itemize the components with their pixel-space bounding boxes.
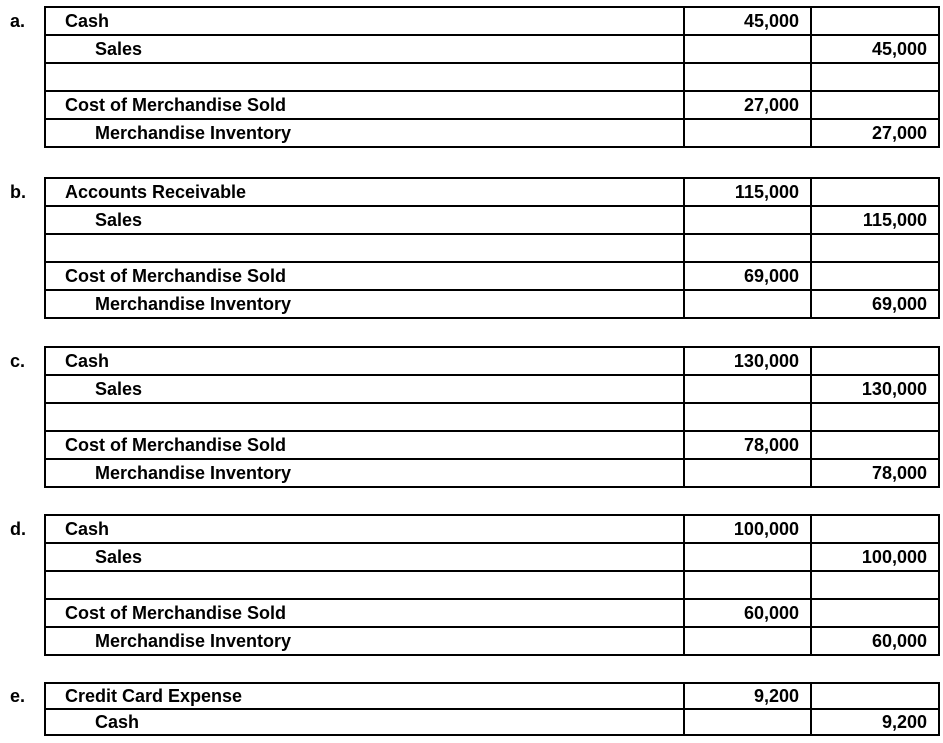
account-cell: Merchandise Inventory <box>45 627 684 655</box>
debit-cell <box>684 375 811 403</box>
account-cell: Cost of Merchandise Sold <box>45 91 684 119</box>
entry-label: a. <box>10 11 26 31</box>
account-cell: Accounts Receivable <box>45 178 684 206</box>
table-row <box>45 234 939 262</box>
credit-cell <box>811 515 939 543</box>
table-row <box>45 515 939 543</box>
entry-label: b. <box>10 182 26 202</box>
table-row <box>45 91 939 119</box>
debit-cell <box>684 290 811 318</box>
credit-cell <box>811 178 939 206</box>
account-cell <box>45 571 684 599</box>
debit-cell <box>684 543 811 571</box>
entry-label: e. <box>10 686 26 706</box>
credit-cell: 115,000 <box>811 206 939 234</box>
debit-cell: 130,000 <box>684 347 811 375</box>
account-cell: Cash <box>45 7 684 35</box>
table-row <box>45 431 939 459</box>
journal-table <box>44 177 940 319</box>
account-cell: Merchandise Inventory <box>45 459 684 487</box>
debit-cell <box>684 627 811 655</box>
credit-cell <box>811 262 939 290</box>
table-row <box>45 119 939 147</box>
account-cell <box>45 403 684 431</box>
debit-cell <box>684 459 811 487</box>
debit-cell <box>684 403 811 431</box>
debit-cell <box>684 63 811 91</box>
table-row <box>45 543 939 571</box>
debit-cell: 45,000 <box>684 7 811 35</box>
credit-cell <box>811 91 939 119</box>
account-cell <box>45 234 684 262</box>
journal-table <box>44 514 940 656</box>
account-cell: Merchandise Inventory <box>45 119 684 147</box>
credit-cell <box>811 234 939 262</box>
account-cell: Cost of Merchandise Sold <box>45 431 684 459</box>
debit-cell: 60,000 <box>684 599 811 627</box>
credit-cell <box>811 7 939 35</box>
credit-cell <box>811 347 939 375</box>
table-row <box>45 206 939 234</box>
debit-cell: 69,000 <box>684 262 811 290</box>
debit-cell <box>684 709 811 735</box>
credit-cell: 69,000 <box>811 290 939 318</box>
account-cell: Cash <box>45 515 684 543</box>
debit-cell <box>684 571 811 599</box>
table-row <box>45 683 939 709</box>
credit-cell: 78,000 <box>811 459 939 487</box>
table-row <box>45 403 939 431</box>
debit-cell <box>684 119 811 147</box>
credit-cell <box>811 683 939 709</box>
account-cell <box>45 63 684 91</box>
table-row <box>45 7 939 35</box>
account-cell: Cost of Merchandise Sold <box>45 599 684 627</box>
credit-cell: 9,200 <box>811 709 939 735</box>
debit-cell: 100,000 <box>684 515 811 543</box>
journal-table <box>44 6 940 148</box>
table-row <box>45 290 939 318</box>
account-cell: Sales <box>45 35 684 63</box>
account-cell: Sales <box>45 543 684 571</box>
credit-cell <box>811 599 939 627</box>
journal-table <box>44 346 940 488</box>
account-cell: Cost of Merchandise Sold <box>45 262 684 290</box>
credit-cell <box>811 63 939 91</box>
account-cell: Credit Card Expense <box>45 683 684 709</box>
credit-cell: 60,000 <box>811 627 939 655</box>
journal-table <box>44 682 940 736</box>
debit-cell <box>684 234 811 262</box>
table-row <box>45 571 939 599</box>
table-row <box>45 63 939 91</box>
credit-cell: 130,000 <box>811 375 939 403</box>
table-row <box>45 709 939 735</box>
debit-cell <box>684 35 811 63</box>
table-row <box>45 262 939 290</box>
account-cell: Cash <box>45 709 684 735</box>
table-row <box>45 347 939 375</box>
table-row <box>45 35 939 63</box>
credit-cell: 100,000 <box>811 543 939 571</box>
credit-cell <box>811 431 939 459</box>
table-row <box>45 459 939 487</box>
table-row <box>45 627 939 655</box>
account-cell: Sales <box>45 375 684 403</box>
debit-cell: 115,000 <box>684 178 811 206</box>
debit-cell <box>684 206 811 234</box>
entry-label: c. <box>10 351 26 371</box>
debit-cell: 27,000 <box>684 91 811 119</box>
credit-cell <box>811 403 939 431</box>
account-cell: Cash <box>45 347 684 375</box>
table-row <box>45 178 939 206</box>
debit-cell: 78,000 <box>684 431 811 459</box>
debit-cell: 9,200 <box>684 683 811 709</box>
account-cell: Merchandise Inventory <box>45 290 684 318</box>
credit-cell: 45,000 <box>811 35 939 63</box>
account-cell: Sales <box>45 206 684 234</box>
credit-cell: 27,000 <box>811 119 939 147</box>
entry-label: d. <box>10 519 26 539</box>
table-row <box>45 599 939 627</box>
credit-cell <box>811 571 939 599</box>
table-row <box>45 375 939 403</box>
